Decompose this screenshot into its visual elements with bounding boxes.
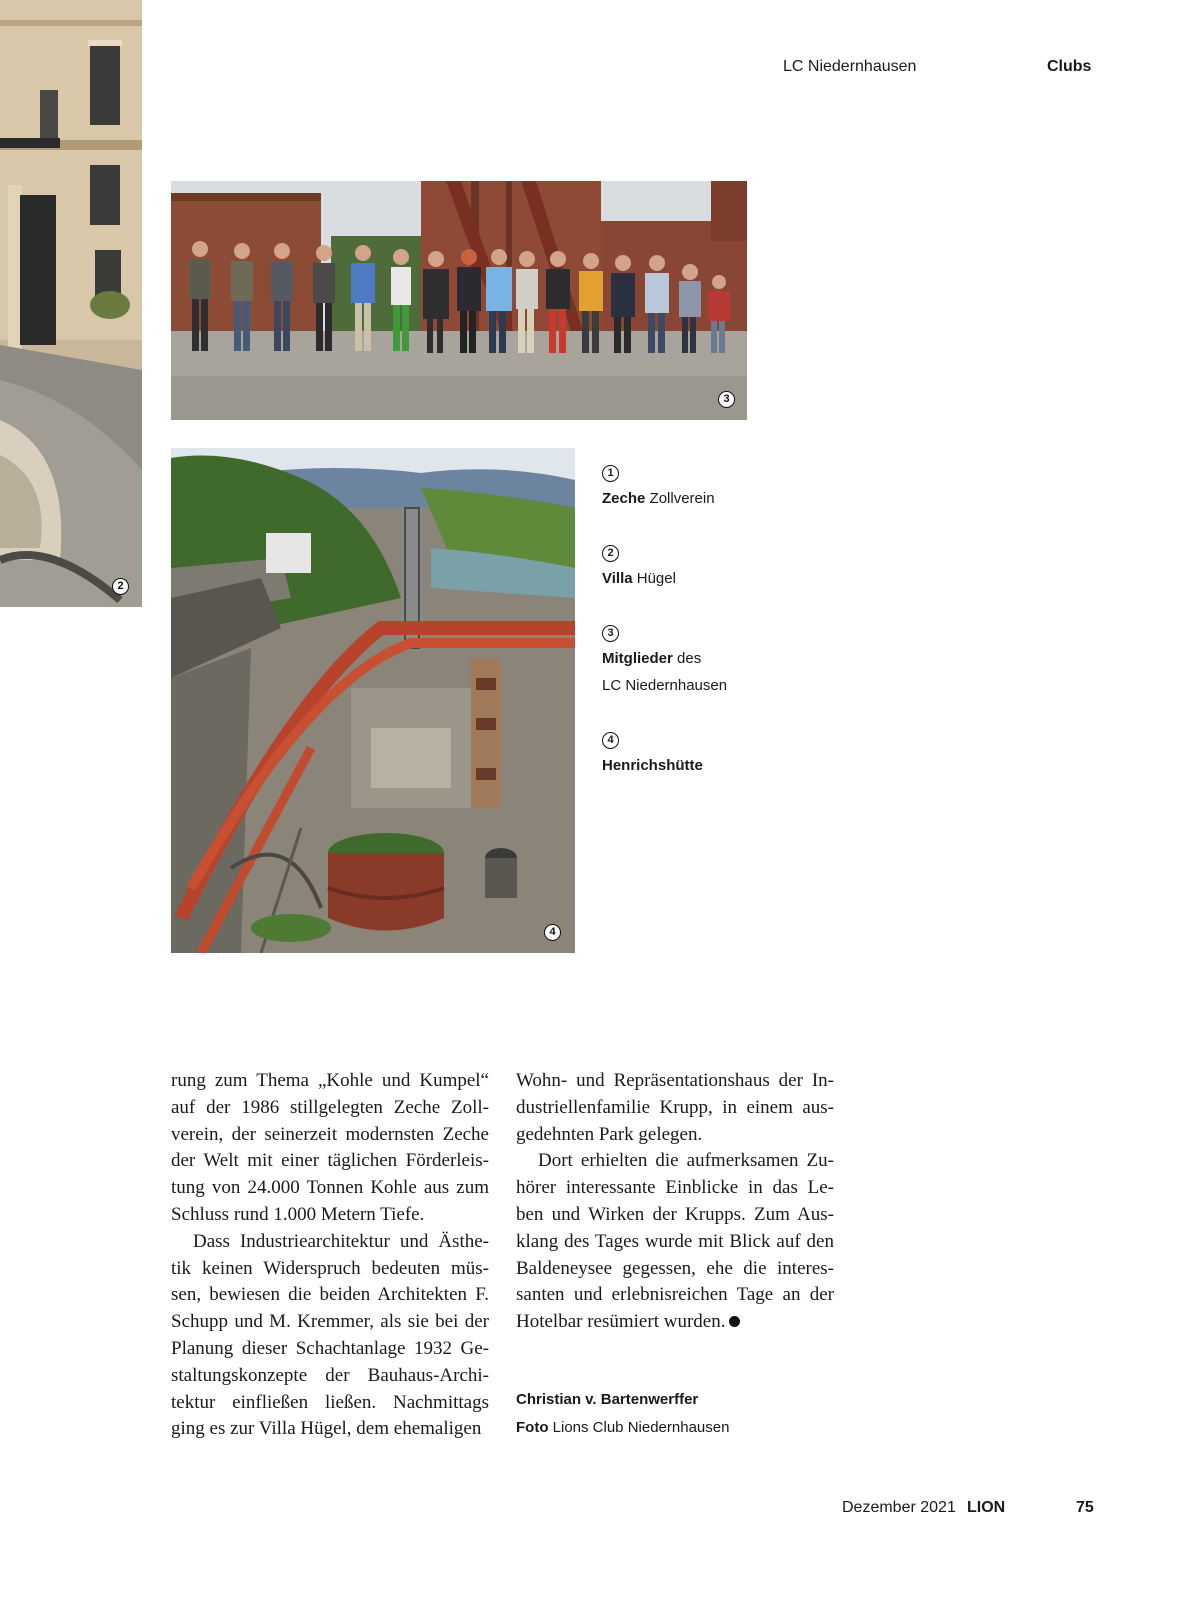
running-header-club: LC Niedernhausen xyxy=(783,58,917,75)
caption-text-line2: LC Niedernhausen xyxy=(602,677,728,694)
caption-bold: Henrichshütte xyxy=(602,757,703,774)
caption-bold: Villa xyxy=(602,570,633,587)
henrichshuette-photo xyxy=(171,448,575,953)
photo-marker-4: 4 xyxy=(544,924,561,941)
paragraph-last xyxy=(516,1148,834,1336)
caption-text: des xyxy=(672,650,702,667)
caption-3 xyxy=(602,618,727,699)
running-header-section: Clubs xyxy=(1047,58,1092,75)
caption-number: 1 xyxy=(602,465,619,482)
paragraph-text: Dort erhielten die aufmerksamen Zu-hörer interessante Einblicke in das Le-ben und Wirken der Krupps. Zum Aus-klang des Tages wurde mit Blick auf den Baldeneysee gegessen, ehe die interes-santen und erlebnisreichen Tage an der Hotelbar resümiert wurden. xyxy=(516,1150,834,1333)
caption-text: Hügel xyxy=(632,570,676,587)
article-column-2 xyxy=(516,1068,834,1336)
footer-date: Dezember 2021 xyxy=(842,1499,956,1516)
caption-number: 2 xyxy=(602,545,619,562)
caption-bold: Mitglieder xyxy=(602,650,673,667)
caption-1 xyxy=(602,458,715,512)
page-number: 75 xyxy=(1076,1499,1094,1516)
article-column-1 xyxy=(171,1068,489,1443)
photo-credit-text: Lions Club Niedernhausen xyxy=(548,1419,730,1436)
footer-magazine: LION xyxy=(967,1499,1006,1516)
caption-2 xyxy=(602,538,676,592)
paragraph: Dass Industriearchitektur und Ästhe-tik keinen Widerspruch bedeuten müs-sen, bewiesen die beiden Architekten F. Schupp und M. Kremmer, als sie bei der Planung dieser Schachtanlage 1932 Ge-staltungskonzepte der Bauhaus-Archi-tektur einfließen ließen. Nachmittags ging es zur Villa Hügel, dem ehemaligen xyxy=(171,1230,489,1440)
end-mark-icon xyxy=(729,1316,740,1327)
photo-credit-label: Foto xyxy=(516,1419,549,1436)
photo-marker-3: 3 xyxy=(718,391,735,408)
caption-bold: Zeche xyxy=(602,490,646,507)
paragraph: rung zum Thema „Kohle und Kumpel“ auf der 1986 stillgelegten Zeche Zoll-verein, der seinerzeit modernsten Zeche der Welt mit einer täglichen Förderleis-tung von 24.000 Tonnen Kohle aus zum Schluss rund 1.000 Metern Tiefe. xyxy=(171,1070,489,1225)
paragraph: Wohn- und Repräsentationshaus der In-dustriellenfamilie Krupp, in einem aus-gedehnten Park gelegen. xyxy=(516,1070,834,1145)
group-photo xyxy=(171,181,747,420)
caption-number: 4 xyxy=(602,732,619,749)
villa-huegel-photo xyxy=(0,0,142,607)
photo-marker-2: 2 xyxy=(112,578,129,595)
photo-credit xyxy=(516,1419,729,1436)
caption-4 xyxy=(602,725,703,779)
caption-text: Zollverein xyxy=(645,490,715,507)
caption-number: 3 xyxy=(602,625,619,642)
author-name: Christian v. Bartenwerffer xyxy=(516,1391,699,1408)
